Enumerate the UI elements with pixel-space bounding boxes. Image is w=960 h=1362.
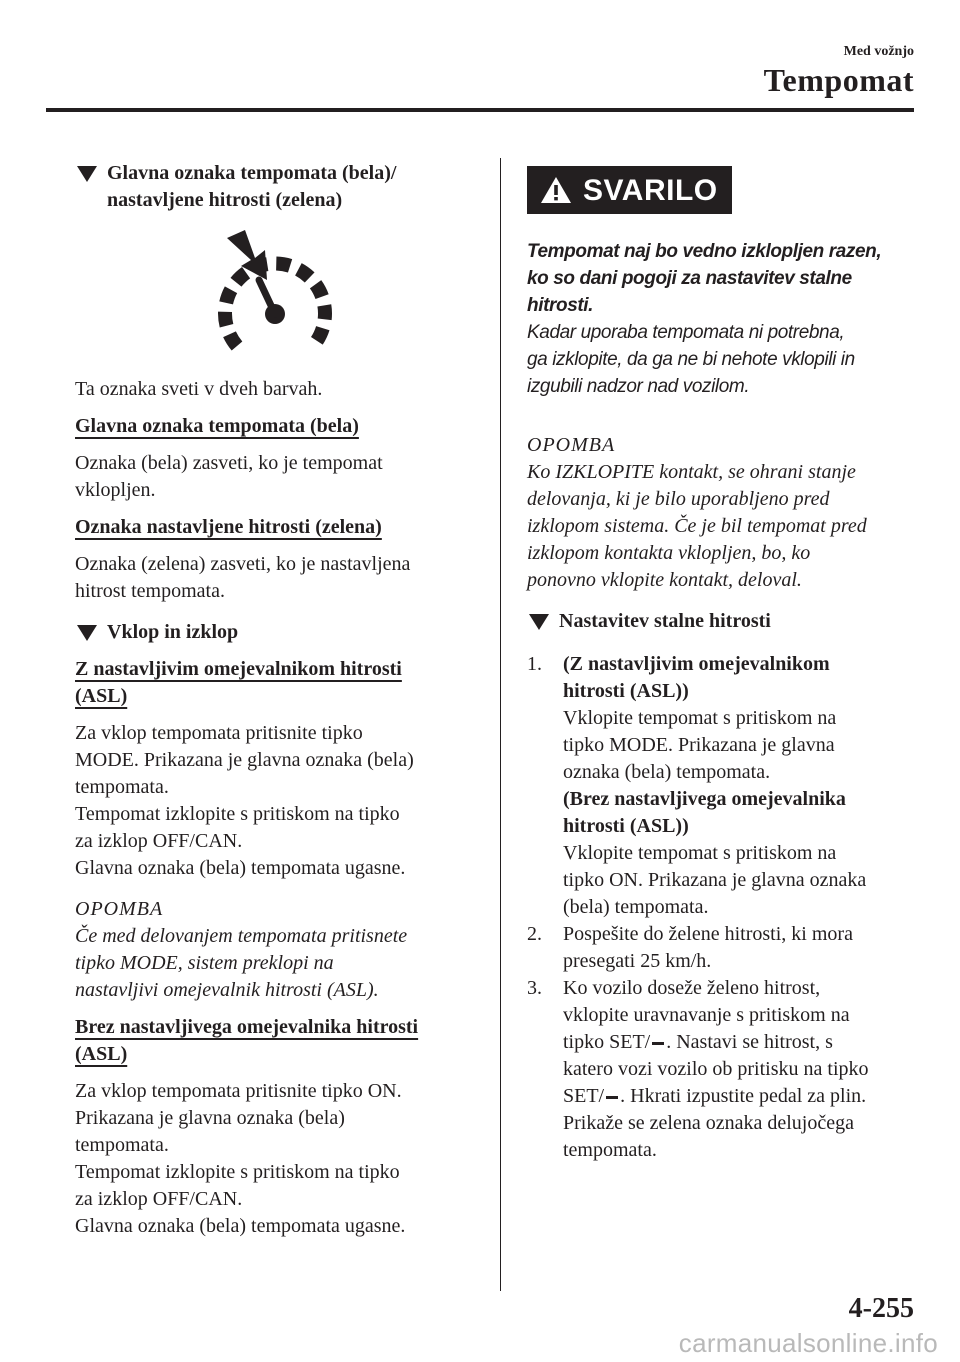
list-number: 1. (527, 653, 542, 675)
warning-label: SVARILO (583, 173, 718, 207)
list-number: 3. (527, 977, 542, 999)
paragraph: Za vklop tempomata pritisnite tipko ON. Prikazana je glavna oznaka (bela) tempomata. Tempomat izklopite s pritiskom na tipko za izklop OFF/CAN. Glavna oznaka (bela) tempomata ugasne. (75, 1080, 406, 1237)
warning-text: Tempomat naj bo vedno izklopljen razen, ko so dani pogoji za nastavitev stalne hitrosti. Kadar uporaba tempomata ni potrebna, ga izklopite, da ga ne bi nehote vklopili in izgubili nadzor nad vozilom. (527, 241, 882, 397)
list-number: 2. (527, 923, 542, 945)
watermark: carmanualsonline.info (678, 1328, 938, 1358)
paragraph: Oznaka (zelena) zasveti, ko je nastavljena hitrost tempomata. (75, 553, 411, 602)
note-text: Če med delovanjem tempomata pritisnete tipko MODE, sistem preklopi na nastavljivi omejevalnik hitrosti (ASL). (75, 925, 408, 1001)
minus-icon (652, 1042, 664, 1045)
cruise-control-speedometer-icon (215, 228, 335, 358)
intro-text: Ta oznaka sveti v dveh barvah. (75, 378, 323, 400)
minus-icon (606, 1096, 618, 1099)
paragraph: Oznaka (bela) zasveti, ko je tempomat vklopljen. (75, 452, 383, 501)
subheading-with-asl: Z nastavljivim omejevalnikom hitrosti (ASL) (75, 658, 402, 707)
triangle-bullet-icon (77, 625, 97, 641)
list-item: 2. Pospešite do želene hitrosti, ki mora presegati 25 km/h. (527, 921, 927, 975)
header-rule (46, 108, 914, 112)
right-column (527, 160, 927, 1164)
section-heading-indicator (75, 160, 475, 214)
subheading-set-speed-indicator: Oznaka nastavljene hitrosti (zelena) (75, 516, 382, 538)
note-text: Ko IZKLOPITE kontakt, se ohrani stanje delovanja, ki je bilo uporabljeno pred izklopom sistema. Če je bil tempomat pred izklopom kontakta vklopljen, bo, ko ponovno vklopite kontakt, deloval. (527, 461, 867, 591)
page-title: Tempomat (763, 62, 914, 98)
column-divider (500, 158, 501, 1291)
cruise-control-indicator (75, 228, 475, 358)
list-item: 1. (Z nastavljivim omejevalnikom hitrosti (ASL)) Vklopite tempomat s pritiskom na tipko MODE. Prikazana je glavna oznaka (bela) tempomata. (Brez nastavljivega omejevalnika hitrosti (ASL)) Vklopite tempomat s pritiskom na tipko ON. Prikazana je glavna oznaka (bela) tempomata. (527, 651, 927, 921)
section-heading-set-speed: Nastavitev stalne hitrosti (527, 608, 927, 635)
heading-line: nastavljene hitrosti (zelena) (107, 189, 343, 211)
subheading-without-asl: Brez nastavljivega omejevalnika hitrosti (ASL) (75, 1016, 419, 1065)
note-label: OPOMBA (527, 434, 616, 456)
note-label: OPOMBA (75, 898, 164, 920)
left-column (75, 160, 475, 1250)
page-number: 4-255 (848, 1293, 914, 1324)
section-heading-on-off: Vklop in izklop (75, 619, 475, 646)
warning-triangle-icon (539, 175, 573, 205)
heading-line: Glavna oznaka tempomata (bela)/ (107, 162, 397, 184)
triangle-bullet-icon (77, 166, 97, 182)
list-item: 3. Ko vozilo doseže želeno hitrost, vklopite uravnavanje s pritiskom na tipko SET/ . Nastavi se hitrost, s katero vozi vozilo ob pritisku na tipko SET/ . Hkrati izpustite pedal za plin. Prikaže se zelena oznaka delujočega tempomata. (527, 975, 927, 1164)
warning-badge (527, 166, 732, 214)
paragraph: Za vklop tempomata pritisnite tipko MODE. Prikazana je glavna oznaka (bela) tempomata. Tempomat izklopite s pritiskom na tipko za izklop OFF/CAN. Glavna oznaka (bela) tempomata ugasne. (75, 722, 414, 879)
header-section-label: Med vožnjo (843, 44, 914, 59)
subheading-main-indicator: Glavna oznaka tempomata (bela) (75, 415, 359, 437)
triangle-bullet-icon (529, 614, 549, 630)
